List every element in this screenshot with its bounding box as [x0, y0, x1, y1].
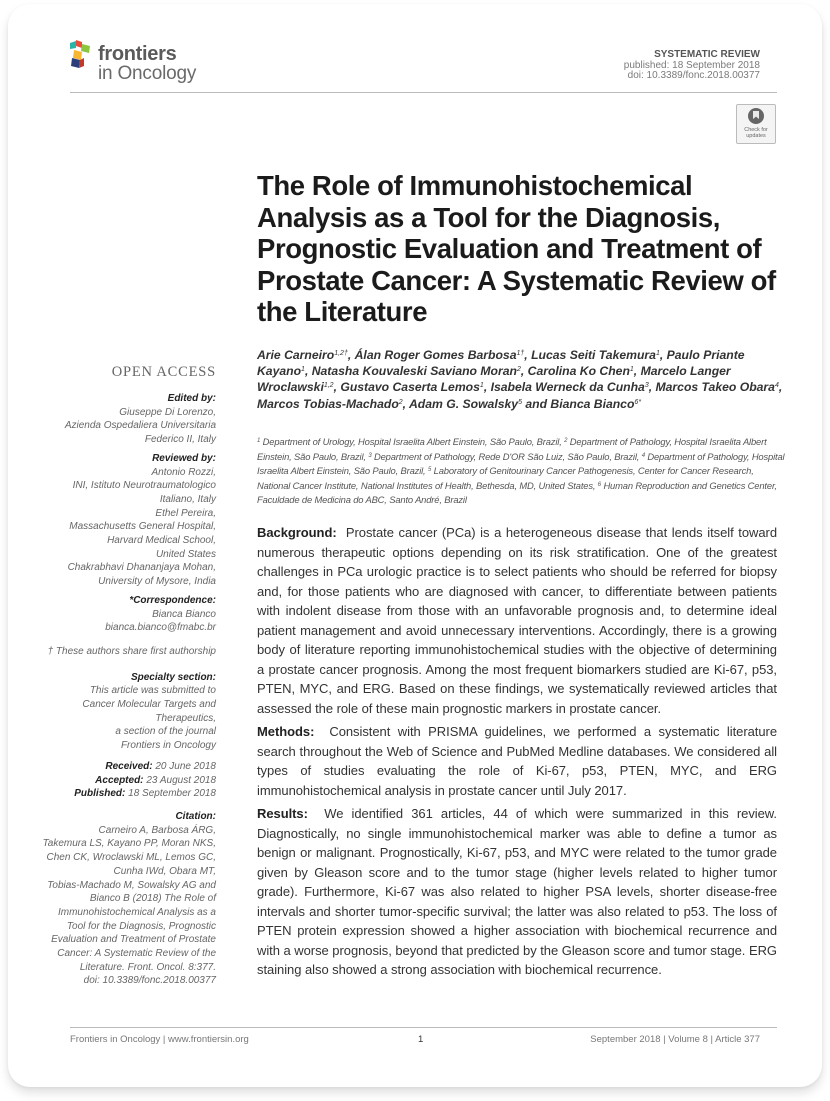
citation-line: Cancer: A Systematic Review of the: [57, 948, 216, 960]
correspondence-block: [26, 608, 216, 635]
reviewer-line: University of Mysore, India: [98, 576, 216, 588]
logo-journal-text: in Oncology: [98, 63, 197, 84]
results-text: We identified 361 articles, 44 of which were summarized in this review. Diagnostically, no single immunohistochemical marker was able to define a tumor as benign or malignant. Prognostically, Ki-67, p53, and MYC were related to the tumor grade given by Gleason score and to the tumor stage (higher levels related to higher tumor grade). Furthermore, Ki-67 was also related to higher PSA levels, shorter disease-free intervals and shorter tumor-specific survival; the latter was also related to p53. The loss of PTEN protein expression showed a higher association with biochemical recurrence and with a worse prognosis, beyond that predicted by the Gleason score and tumor stage. ERG staining also showed a strong association with biochemical recurrence.: [257, 806, 777, 977]
author-name[interactable]: Carolina Ko Chen: [527, 364, 630, 379]
affiliation-text: Department of Pathology, Rede D'OR São Luiz, São Paulo, Brazil,: [374, 450, 642, 462]
page-card: [8, 4, 822, 1087]
correspondence-heading: *Correspondence:: [129, 594, 216, 606]
author-affiliation-marker: 1: [301, 366, 305, 374]
author-affiliation-marker: 1†: [516, 350, 525, 357]
received-label: Received:: [105, 760, 153, 772]
author-separator: ,: [778, 380, 783, 395]
author-separator: ,: [659, 348, 667, 362]
article-type: SYSTEMATIC REVIEW: [654, 49, 760, 60]
accepted-date: 23 August 2018: [146, 774, 216, 786]
abstract-methods: [257, 722, 777, 800]
affiliation-number: 2: [564, 438, 568, 444]
author-separator: ,: [333, 380, 341, 395]
accepted-row: [26, 774, 216, 788]
article-title: The Role of Immunohistochemical Analysis as a Tool for the Diagnosis, Prognostic Evaluation and Treatment of Prostate Cancer: A Systematic Review of the Literature: [257, 170, 776, 327]
author-name[interactable]: Natasha Kouvaleski Saviano Moran: [311, 364, 517, 379]
abstract: [257, 523, 777, 984]
editor-list: [26, 406, 216, 447]
affiliation-number: 3: [368, 452, 372, 459]
author-affiliation-marker: 5: [518, 398, 522, 406]
received-row: [26, 760, 216, 774]
methods-text: Consistent with PRISMA guidelines, we performed a systematic literature search throughout the Web of Science and PubMed Medline databases. We considered all types of studies evaluating the role of Ki-67, p53, PTEN, MYC, and ERG immunohistochemical analysis in prostate cancer until July 2017.: [257, 724, 777, 798]
citation-line: Chen CK, Wroclawski ML, Lemos GC,: [46, 852, 216, 864]
author-name[interactable]: Adam G. Sowalsky: [409, 396, 519, 411]
citation-heading: Citation:: [175, 810, 216, 822]
citation-line: Evaluation and Treatment of Prostate: [51, 934, 216, 946]
affiliation-number: 4: [641, 452, 645, 459]
specialty-line: a section of the journal: [115, 726, 216, 738]
author-name[interactable]: Arie Carneiro: [257, 348, 335, 362]
published-label: Published:: [74, 788, 126, 800]
reviewer-line: INI, Istituto Neurotraumatologico: [72, 480, 216, 492]
article-meta: [624, 50, 760, 82]
author-separator: ,: [524, 348, 532, 362]
first-authorship-note: † These authors share first authorship: [47, 645, 216, 657]
bookmark-icon: [748, 108, 764, 124]
specialty-line: Cancer Molecular Targets and: [82, 699, 216, 711]
reviewer-line: Chakrabhavi Dhananjaya Mohan,: [67, 562, 216, 574]
author-name[interactable]: Paulo Priante Kayano: [257, 348, 745, 379]
citation-line: Takemura LS, Kayano PP, Moran NKS,: [42, 838, 216, 850]
author-separator: ,: [347, 348, 355, 362]
editor-line: Giuseppe Di Lorenzo,: [119, 406, 216, 418]
logo-facet: [70, 41, 76, 49]
abstract-background: [257, 523, 777, 718]
author-separator: ,: [402, 396, 409, 411]
reviewed-by-heading: Reviewed by:: [152, 452, 216, 464]
specialty-line: Frontiers in Oncology: [120, 740, 216, 752]
logo-facet: [81, 44, 90, 53]
author-name[interactable]: Isabela Werneck da Cunha: [490, 380, 645, 395]
correspondence-name: Bianca Bianco: [152, 608, 216, 620]
author-affiliation-marker: 1: [655, 350, 660, 357]
published-row: [26, 787, 216, 801]
author-separator: ,: [633, 364, 641, 379]
reviewer-list: [26, 466, 216, 589]
published-date: published: 18 September 2018: [623, 59, 760, 71]
author-affiliation-marker: 6*: [634, 398, 642, 406]
affiliation-text: Department of Pathology, Hospital Israelita Albert Einstein, São Paulo, Brazil,: [257, 436, 767, 462]
background-label: Background:: [257, 525, 337, 540]
badge-label: Check for updates: [744, 127, 768, 139]
open-access-label: OPEN ACCESS: [111, 364, 216, 380]
sidebar: [26, 364, 216, 988]
author-separator: and: [521, 396, 551, 411]
author-affiliation-marker: 4: [774, 382, 779, 390]
author-name[interactable]: Marcelo Langer Wroclawski: [257, 364, 731, 395]
results-label: Results:: [257, 806, 308, 821]
citation-line: Literature. Front. Oncol. 8:377.: [79, 961, 216, 973]
affiliation-text: Human Reproduction and Genetics Center, Faculdade de Medicina do ABC, Santo André, Brazil: [257, 479, 777, 505]
author-name[interactable]: Lucas Seiti Takemura: [531, 348, 656, 362]
editor-line: Federico II, Italy: [144, 434, 216, 446]
citation-line: Bianco B (2018) The Role of: [89, 893, 216, 905]
specialty-line: Therapeutics,: [155, 712, 216, 724]
reviewer-line: United States: [155, 548, 216, 560]
author-separator: ,: [483, 380, 491, 395]
specialty-heading: Specialty section:: [130, 671, 216, 683]
logo-facet: [73, 50, 82, 60]
footer-issue-info: September 2018 | Volume 8 | Article 377: [590, 1034, 760, 1045]
reviewer-line: Ethel Pereira,: [155, 507, 216, 519]
author-name[interactable]: Marcos Tobias-Machado: [257, 396, 399, 411]
background-text: Prostate cancer (PCa) is a heterogeneous disease that lends itself toward numerous therapeutic options depending on its risk stratification. One of the greatest challenges in PCa urologic practice is to select patients who should be referred for biopsy and, for those patients who are diagnosed with cancer, to differentiate between patients with indolent disease from those with an unfavorable prognosis and, to determine ideal patient management and avoid unnecessary interventions. Accordingly, there is a growing body of literature reporting immunohistochemical studies with the objective of determining a prostate cancer prognosis. Among the most frequent biomarkers studied are Ki-67, p53, PTEN, MYC, and ERG. Based on these findings, we systematically reviewed articles that assessed the role of these main prognostic markers in prostate cancer.: [257, 525, 778, 716]
page-number: 1: [418, 1034, 424, 1045]
frontiers-logo-icon: [70, 40, 96, 70]
affiliation-list: [257, 435, 787, 508]
author-affiliation-marker: 1,2†: [334, 350, 348, 357]
author-name[interactable]: Marcos Takeo Obara: [655, 380, 775, 395]
affiliation-text: Department of Pathology, Hospital Israelita Albert Einstein, São Paulo, Brazil,: [257, 450, 785, 476]
author-affiliation-marker: 1,2: [323, 382, 334, 390]
affiliation-number: 6: [597, 481, 601, 488]
citation-line: Carneiro A, Barbosa ÁRG,: [98, 824, 216, 836]
footer-divider: [70, 1027, 777, 1028]
specialty-text: [26, 684, 216, 753]
doi[interactable]: doi: 10.3389/fonc.2018.00377: [627, 70, 760, 81]
author-separator: ,: [648, 380, 656, 395]
correspondence-email[interactable]: bianca.bianco@fmabc.br: [105, 622, 216, 634]
author-separator: ,: [304, 364, 312, 379]
header-divider: [70, 92, 777, 93]
reviewer-line: Harvard Medical School,: [107, 535, 216, 547]
author-affiliation-marker: 3: [644, 382, 649, 390]
footer-journal-link[interactable]: Frontiers in Oncology | www.frontiersin.org: [70, 1034, 249, 1045]
citation-line: Cunha IWd, Obara MT,: [113, 865, 216, 877]
citation-line: doi: 10.3389/fonc.2018.00377: [83, 975, 216, 987]
abstract-results: [257, 804, 777, 980]
author-list: [257, 347, 787, 412]
dates-block: [26, 760, 216, 801]
author-affiliation-marker: 1: [629, 366, 634, 374]
affiliation-number: 1: [257, 438, 261, 444]
citation-line: Tool for the Diagnosis, Prognostic: [66, 920, 216, 932]
specialty-line: This article was submitted to: [89, 685, 216, 697]
affiliation-number: 5: [427, 467, 432, 473]
affiliation-text: Laboratory of Genitourinary Cancer Pathogenesis, Center for Cancer Research, National Cancer Institute, National Institutes of Health, Bethesda, MD, United States,: [257, 465, 754, 491]
check-for-updates-button[interactable]: [736, 104, 776, 144]
received-date: 20 June 2018: [155, 760, 216, 772]
author-affiliation-marker: 2: [398, 398, 403, 406]
logo-frontiers-text: frontiers: [98, 43, 177, 65]
author-separator: ,: [520, 364, 528, 379]
citation-line: Immunohistochemical Analysis as a: [57, 906, 216, 918]
affiliation-text: Department of Urology, Hospital Israelita Albert Einstein, São Paulo, Brazil,: [262, 436, 565, 447]
reviewer-line: Massachusetts General Hospital,: [69, 521, 216, 533]
author-name[interactable]: Bianca Bianco: [550, 396, 635, 411]
journal-logo[interactable]: [70, 40, 210, 90]
author-affiliation-marker: 1: [479, 382, 484, 390]
methods-label: Methods:: [257, 724, 315, 739]
published-date-sidebar: 18 September 2018: [128, 788, 216, 800]
logo-facet: [71, 58, 80, 68]
edited-by-heading: Edited by:: [167, 393, 216, 404]
author-affiliation-marker: 2: [516, 366, 521, 374]
logo-facet: [76, 40, 82, 48]
author-name[interactable]: Álan Roger Gomes Barbosa: [354, 348, 517, 362]
reviewer-line: Italiano, Italy: [159, 493, 216, 505]
author-name[interactable]: Gustavo Caserta Lemos: [340, 380, 480, 395]
accepted-label: Accepted:: [95, 774, 144, 786]
reviewer-line: Antonio Rozzi,: [151, 466, 216, 478]
citation-text: [26, 824, 216, 988]
citation-line: Tobias-Machado M, Sowalsky AG and: [47, 879, 216, 891]
editor-line: Azienda Ospedaliera Universitaria: [64, 420, 216, 432]
